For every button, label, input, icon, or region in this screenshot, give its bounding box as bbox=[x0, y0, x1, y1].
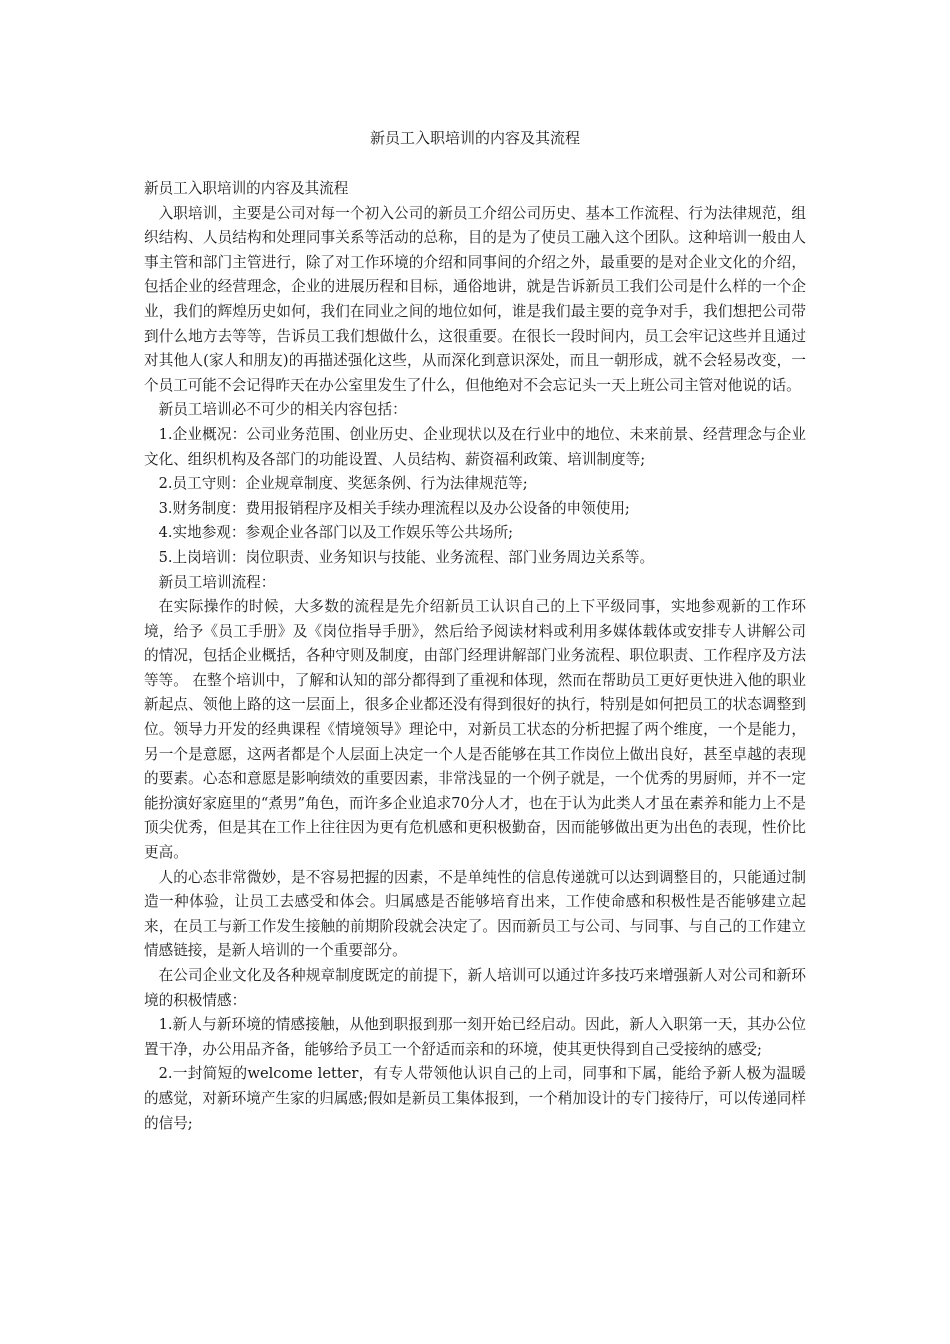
list-item: 1.企业概况：公司业务范围、创业历史、企业现状以及在行业中的地位、未来前景、经营理念与企业文化、组织机构及各部门的功能设置、人员结构、薪资福利政策、培训制度等; bbox=[144, 425, 806, 468]
paragraph: 在公司企业文化及各种规章制度既定的前提下，新人培训可以通过许多技巧来增强新人对公司和新环境的积极情感： bbox=[144, 967, 806, 1009]
paragraph: 入职培训，主要是公司对每一个初入公司的新员工介绍公司历史、基本工作流程、行为法律规范，组织结构、人员结构和处理同事关系等活动的总称，目的是为了使员工融入这个团队。这种培训一般由人事主管和部门主管进行，除了对工作环境的介绍和同事间的介绍之外，最重要的是对企业文化的介绍，包括企业的经营理念，企业的进展历程和目标，通俗地讲，就是告诉新员工我们公司是什么样的一个企业，我们的辉煌历史如何，我们在同业之间的地位如何，谁是我们最主要的竞争对手，我们想把公司带到什么地方去等等，告诉员工我们想做什么，这很重要。在很长一段时间内，员工会牢记这些并且通过对其他人(家人和朋友)的再描述强化这些，从而深化到意识深处，而且一朝形成，就不会轻易改变，一个员工可能不会记得昨天在办公室里发生了什么，但他绝对不会忘记头一天上班公司主管对他说的话。 bbox=[144, 204, 806, 394]
paragraph: 在实际操作的时候，大多数的流程是先介绍新员工认识自己的上下平级同事，实地参观新的工作环境，给予《员工手册》及《岗位指导手册》，然后给予阅读材料或利用多媒体载体或安排专人讲解公司的情况，包括企业概括，各种守则及制度，由部门经理讲解部门业务流程、职位职责、工作程序及方法等等。 在整个培训中，了解和认知的部分都得到了重视和体现，然而在帮助员工更好更快进入他的职业新起点、领他上路的这一层面上，很多企业都还没有得到很好的执行，特别是如何把员工的状态调整到位。领导力开发的经典课程《情境领导》理论中，对新员工状态的分析把握了两个维度，一个是能力，另一个是意愿，这两者都是个人层面上决定一个人是否能够在其工作岗位上做出良好，甚至卓越的表现的要素。心态和意愿是影响绩效的重要因素，非常浅显的一个例子就是，一个优秀的男厨师，并不一定能扮演好家庭里的“煮男”角色，而许多企业追求70分人才，也在于认为此类人才虽在素养和能力上不是顶尖优秀，但是其在工作上往往因为更有危机感和更积极勤奋，因而能够做出更为出色的表现，性价比更高。 bbox=[144, 598, 806, 862]
list-item: 3.财务制度：费用报销程序及相关手续办理流程以及办公设备的申领使用; bbox=[158, 499, 630, 517]
document-title: 新员工入职培训的内容及其流程 bbox=[369, 129, 580, 147]
paragraph: 新员工培训流程： bbox=[158, 573, 276, 591]
list-item: 2.一封简短的welcome letter，有专人带领他认识自己的上司，同事和下属，能给予新人极为温暖的感觉，对新环境产生家的归属感;假如是新员工集体报到，一个稍加设计的专门接待厅，可以传递同样的信号; bbox=[144, 1065, 806, 1132]
list-item: 2.员工守则：企业规章制度、奖惩条例、行为法律规范等; bbox=[158, 475, 528, 493]
paragraph: 人的心态非常微妙，是不容易把握的因素，不是单纯性的信息传递就可以达到调整目的，只能通过制造一种体验，让员工去感受和体会。归属感是否能够培育出来，工作使命感和积极性是否能够建立起来，在员工与新工作发生接触的前期阶段就会决定了。因而新员工与公司、与同事、与自己的工作建立情感链接，是新人培训的一个重要部分。 bbox=[144, 868, 806, 960]
list-item: 5.上岗培训：岗位职责、业务知识与技能、业务流程、部门业务周边关系等。 bbox=[158, 548, 655, 566]
list-item: 4.实地参观：参观企业各部门以及工作娱乐等公共场所; bbox=[158, 524, 514, 542]
document-body bbox=[144, 177, 806, 1136]
list-item: 1.新人与新环境的情感接触，从他到职报到那一刻开始已经启动。因此，新人入职第一天，其办公位置干净，办公用品齐备，能够给予员工一个舒适而亲和的环境，使其更快得到自己受接纳的感受; bbox=[144, 1016, 806, 1058]
paragraph: 新员工培训必不可少的相关内容包括： bbox=[158, 401, 407, 419]
document-subtitle: 新员工入职培训的内容及其流程 bbox=[144, 180, 349, 197]
